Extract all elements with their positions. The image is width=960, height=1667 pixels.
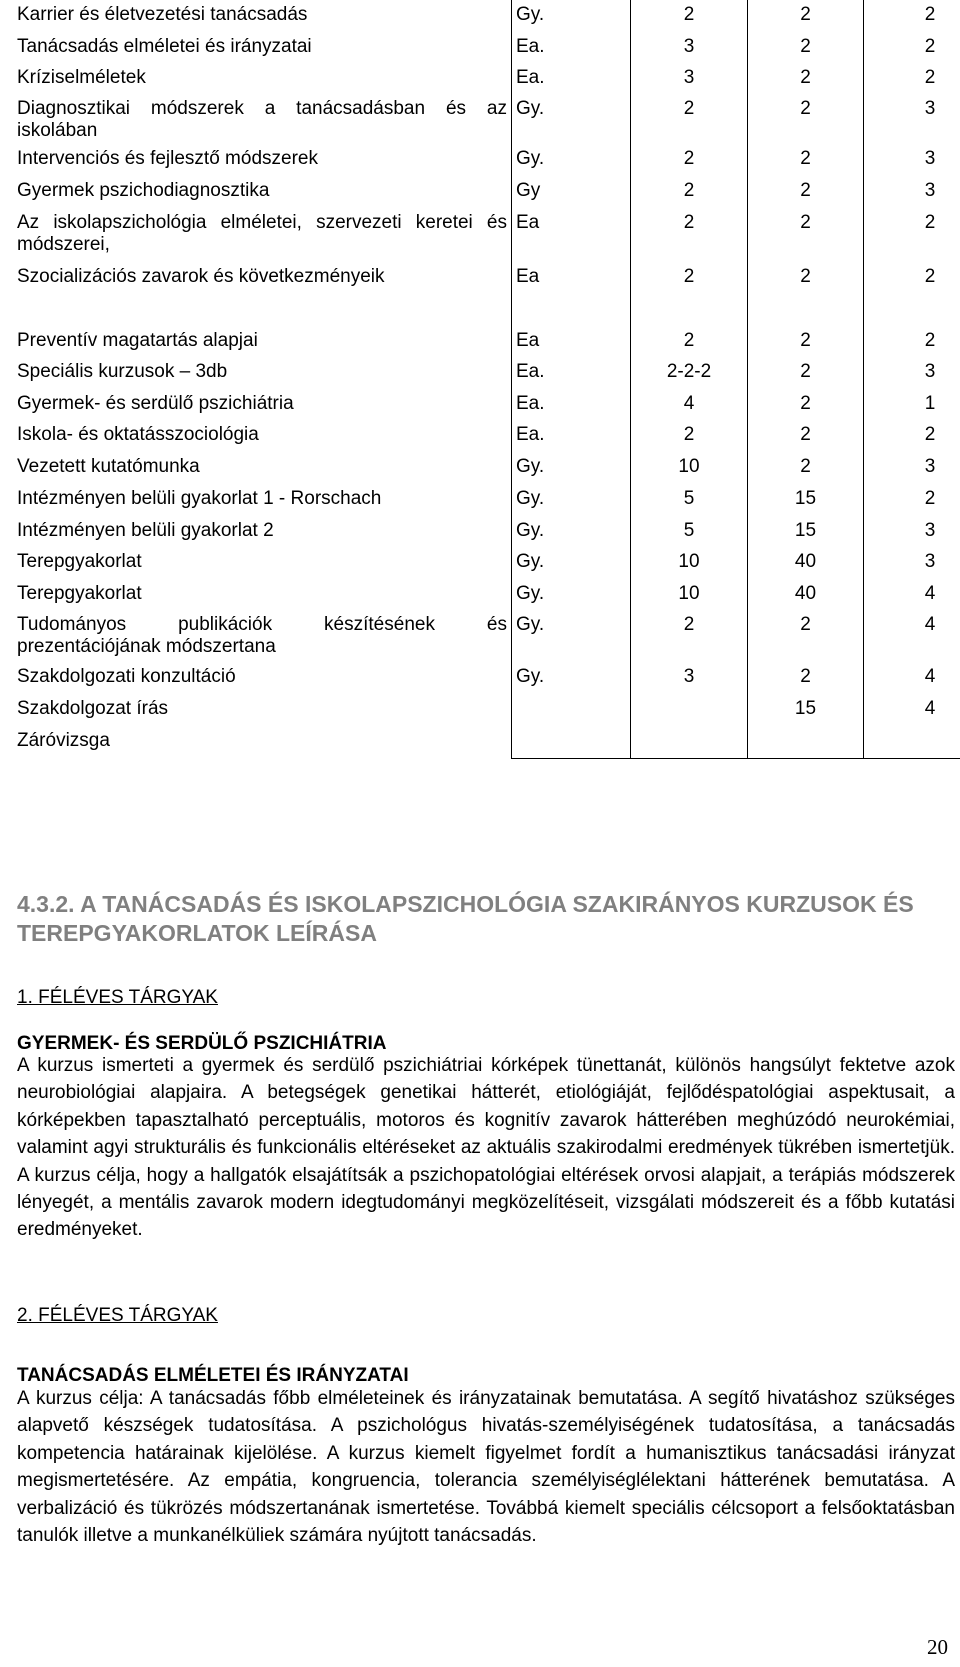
course-type — [512, 726, 631, 758]
course-credits: 2 — [748, 662, 864, 694]
course-name: Intézményen belüli gyakorlat 1 - Rorschach — [17, 488, 382, 509]
course-credits: 2 — [748, 326, 864, 357]
course-type: Ea — [512, 326, 631, 357]
course-name: Vezetett kutatómunka — [17, 456, 200, 477]
course-semester: 2 — [864, 0, 960, 32]
table-row — [14, 294, 960, 326]
course-type: Ea — [512, 208, 631, 262]
course-semester: 2 — [864, 420, 960, 452]
course-hours: 10 — [631, 547, 748, 579]
course-credits: 40 — [748, 579, 864, 610]
course-type: Gy — [512, 176, 631, 208]
page-number: 20 — [927, 1635, 948, 1659]
course-credits: 15 — [748, 484, 864, 516]
course-credits: 2 — [748, 420, 864, 452]
course-type — [512, 694, 631, 726]
table-row — [14, 420, 960, 452]
course-title-counseling-theories: TANÁCSADÁS ELMÉLETEI ÉS IRÁNYZATAI — [17, 1365, 409, 1386]
course-semester: 4 — [864, 662, 960, 694]
course-hours — [631, 726, 748, 758]
course-type: Ea. — [512, 389, 631, 420]
course-name: Gyermek- és serdülő pszichiátria — [17, 393, 294, 414]
course-hours: 3 — [631, 32, 748, 63]
table-row — [14, 547, 960, 579]
course-hours: 5 — [631, 484, 748, 516]
course-semester: 4 — [864, 579, 960, 610]
course-semester: 4 — [864, 610, 960, 662]
course-credits: 2 — [748, 144, 864, 176]
course-credits: 2 — [748, 262, 864, 294]
course-table — [14, 0, 960, 759]
course-type: Gy. — [512, 610, 631, 662]
course-semester: 2 — [864, 262, 960, 294]
course-type: Gy. — [512, 144, 631, 176]
table-row — [14, 694, 960, 726]
course-type — [512, 294, 631, 326]
table-row — [14, 94, 960, 144]
semester-1-title: 1. FÉLÉVES TÁRGYAK — [17, 987, 218, 1008]
course-semester: 3 — [864, 176, 960, 208]
table-row — [14, 63, 960, 94]
course-credits: 15 — [748, 694, 864, 726]
course-name: Az iskolapszichológia elméletei, szervezeti keretei és módszerei, — [17, 212, 507, 255]
course-hours: 2 — [631, 176, 748, 208]
table-row — [14, 262, 960, 294]
course-credits: 2 — [748, 208, 864, 262]
course-credits: 2 — [748, 32, 864, 63]
course-name: Diagnosztikai módszerek a tanácsadásban és az iskolában — [17, 98, 507, 141]
course-type: Gy. — [512, 452, 631, 484]
table-row — [14, 484, 960, 516]
course-credits: 15 — [748, 516, 864, 547]
course-name: Gyermek pszichodiagnosztika — [17, 180, 270, 201]
course-type: Gy. — [512, 516, 631, 547]
course-type: Gy. — [512, 0, 631, 32]
course-type: Gy. — [512, 94, 631, 144]
table-row — [14, 32, 960, 63]
table-row — [14, 610, 960, 662]
course-semester — [864, 294, 960, 326]
course-credits: 40 — [748, 547, 864, 579]
course-type: Gy. — [512, 484, 631, 516]
course-semester: 2 — [864, 63, 960, 94]
course-credits: 2 — [748, 63, 864, 94]
table-row — [14, 579, 960, 610]
course-desc-child-psychiatry: A kurzus ismerteti a gyermek és serdülő pszichiátriai kórképek tünettanát, különös hangsúlyt fektetve azok neurobiológiai alapjaira. A betegségek genetikai hátterét, etiológiáját, fejlődéspatológiai aspektusait, a kórképekben tapasztalható perceptuális, motoros és kognitív zavarok hátterében meghúzódó neurokémiai, valamint agyi strukturális és funkcionális eltéréseket az aktuális szakirodalmi eredmények tükrében ismertetjük. A kurzus célja, hogy a hallgatók elsajátítsák a pszichopatológiai eltérések orvosi alapjait, a terápiás módszerek lényegét, a mentális zavarok modern idegtudományi megközelítéseit, vizsgálati módszereit és a főbb kutatási eredményeket. — [17, 1055, 955, 1241]
course-hours: 2 — [631, 0, 748, 32]
course-type: Ea — [512, 262, 631, 294]
course-hours — [631, 294, 748, 326]
semester-2-title: 2. FÉLÉVES TÁRGYAK — [17, 1305, 218, 1326]
course-semester: 3 — [864, 144, 960, 176]
course-credits: 2 — [748, 452, 864, 484]
course-semester: 3 — [864, 452, 960, 484]
course-hours: 10 — [631, 452, 748, 484]
course-semester: 1 — [864, 389, 960, 420]
section-heading: 4.3.2. A TANÁCSADÁS ÉS ISKOLAPSZICHOLÓGIA SZAKIRÁNYOS KURZUSOK ÉS TEREPGYAKORLATOK LEÍRÁSA — [17, 891, 914, 946]
course-name: Preventív magatartás alapjai — [17, 330, 258, 351]
course-name: Záróvizsga — [17, 730, 110, 751]
table-row — [14, 357, 960, 389]
course-hours: 2 — [631, 420, 748, 452]
table-row — [14, 662, 960, 694]
course-type: Ea. — [512, 63, 631, 94]
table-row — [14, 208, 960, 262]
course-name — [14, 294, 512, 326]
course-credits — [748, 726, 864, 758]
course-table-body — [14, 0, 960, 758]
table-row — [14, 726, 960, 758]
course-name: Kríziselméletek — [17, 67, 146, 88]
course-hours: 2-2-2 — [631, 357, 748, 389]
course-hours: 2 — [631, 610, 748, 662]
course-semester: 2 — [864, 326, 960, 357]
course-name: Intervenciós és fejlesztő módszerek — [17, 148, 318, 169]
course-type: Gy. — [512, 579, 631, 610]
course-name: Szakdolgozati konzultáció — [17, 666, 236, 687]
course-semester: 3 — [864, 516, 960, 547]
course-semester: 3 — [864, 94, 960, 144]
course-name: Szocializációs zavarok és következményeik — [17, 266, 385, 287]
course-semester — [864, 726, 960, 758]
table-row — [14, 176, 960, 208]
course-semester: 3 — [864, 547, 960, 579]
course-semester: 4 — [864, 694, 960, 726]
course-hours — [631, 694, 748, 726]
course-hours: 3 — [631, 63, 748, 94]
course-name: Intézményen belüli gyakorlat 2 — [17, 520, 274, 541]
course-semester: 2 — [864, 484, 960, 516]
course-hours: 4 — [631, 389, 748, 420]
course-hours: 2 — [631, 262, 748, 294]
course-name: Tanácsadás elméletei és irányzatai — [17, 36, 312, 57]
course-semester: 3 — [864, 357, 960, 389]
course-semester: 2 — [864, 32, 960, 63]
course-credits: 2 — [748, 357, 864, 389]
course-type: Ea. — [512, 357, 631, 389]
table-row — [14, 516, 960, 547]
table-row — [14, 0, 960, 32]
course-type: Gy. — [512, 662, 631, 694]
course-semester: 2 — [864, 208, 960, 262]
course-desc-counseling-theories: A kurzus célja: A tanácsadás főbb elméleteinek és irányzatainak bemutatása. A segítő hivatáshoz szükséges alapvető készségek tudatosítása. A pszichológus hivatás-személyiségének tudatosítása, a tanácsadás kompetencia határainak kijelölése. A kurzus kiemelt figyelmet fordít a humanisztikus tanácsadási irányzat megismertetésére. Az empátia, kongruencia, tolerancia személyiséglélektani hátterének bemutatása. A verbalizáció és tükrözés módszertanának ismertetése. Továbbá kiemelt speciális célcsoport a felsőoktatásban tanulók illetve a munkanélküliek számára nyújtott tanácsadás. — [17, 1388, 955, 1547]
course-name: Karrier és életvezetési tanácsadás — [17, 4, 308, 25]
course-hours: 2 — [631, 94, 748, 144]
course-name: Tudományos publikációk készítésének és prezentációjának módszertana — [17, 614, 507, 657]
course-name: Iskola- és oktatásszociológia — [17, 424, 259, 445]
course-type: Gy. — [512, 547, 631, 579]
table-row — [14, 326, 960, 357]
table-row — [14, 144, 960, 176]
course-name: Speciális kurzusok – 3db — [17, 361, 228, 382]
course-name: Terepgyakorlat — [17, 551, 142, 572]
course-credits — [748, 294, 864, 326]
course-credits: 2 — [748, 389, 864, 420]
course-hours: 3 — [631, 662, 748, 694]
course-hours: 10 — [631, 579, 748, 610]
course-hours: 5 — [631, 516, 748, 547]
course-name: Szakdolgozat írás — [17, 698, 169, 719]
course-credits: 2 — [748, 176, 864, 208]
course-hours: 2 — [631, 326, 748, 357]
course-credits: 2 — [748, 94, 864, 144]
course-credits: 2 — [748, 0, 864, 32]
course-hours: 2 — [631, 144, 748, 176]
course-name: Terepgyakorlat — [17, 583, 142, 604]
course-type: Ea. — [512, 32, 631, 63]
course-title-child-psychiatry: GYERMEK- ÉS SERDÜLŐ PSZICHIÁTRIA — [17, 1033, 387, 1054]
table-row — [14, 389, 960, 420]
table-row — [14, 452, 960, 484]
course-hours: 2 — [631, 208, 748, 262]
course-credits: 2 — [748, 610, 864, 662]
course-type: Ea. — [512, 420, 631, 452]
